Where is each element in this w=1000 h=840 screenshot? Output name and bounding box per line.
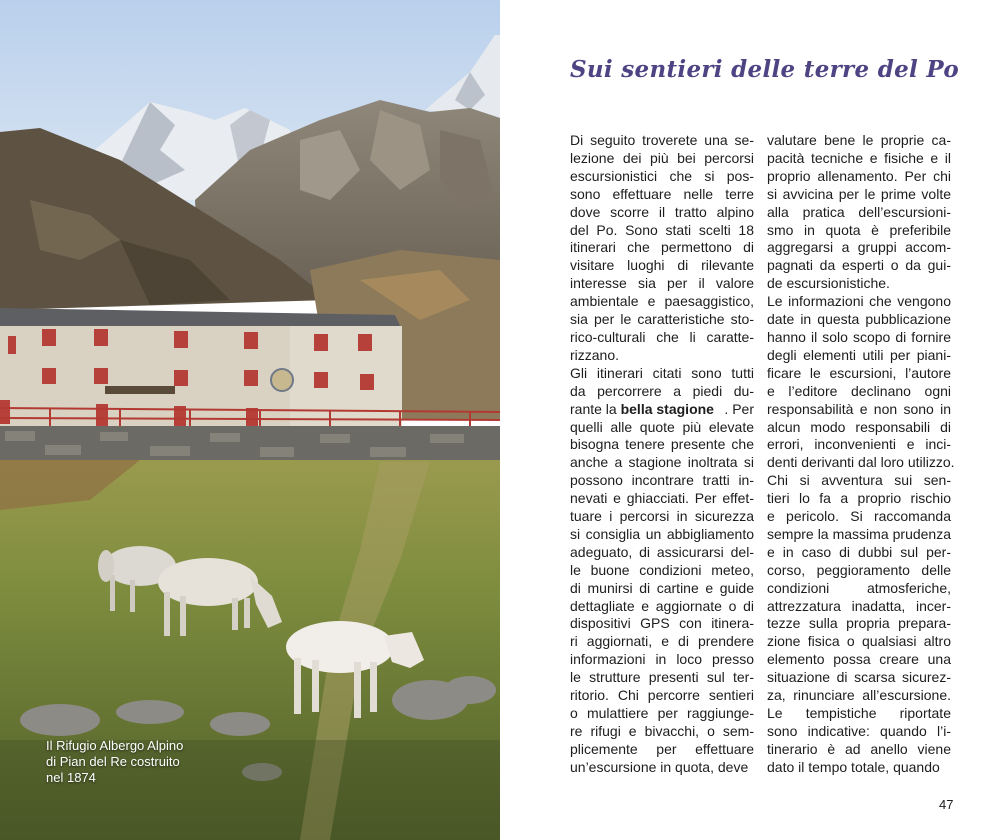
text-line: le strutture presenti sul ter- xyxy=(570,669,754,686)
page-title: Sui sentieri delle terre del Po xyxy=(570,56,959,83)
page-number: 47 xyxy=(939,797,954,812)
text-line-start: rante la xyxy=(570,400,621,417)
text-line: rico-culturali che li caratte- xyxy=(570,328,754,345)
text-line: ri aggiornati, e di prendere xyxy=(570,633,754,650)
text-line: sono effettuare nelle terre xyxy=(570,185,754,202)
text-line: zione fisica o qualsiasi altro xyxy=(767,633,951,650)
text-line: aggregarsi a gruppi accom- xyxy=(767,239,951,256)
text-line: Le tempistiche riportate xyxy=(767,705,951,721)
caption-line: nel 1874 xyxy=(46,770,96,785)
text-line: escursionistici che si pos- xyxy=(570,167,754,184)
bold-phrase: bella stagione xyxy=(620,400,714,417)
text-line: e in caso di dubbi sul per- xyxy=(767,543,951,560)
text-line: tinerario è ad anello viene xyxy=(767,740,951,757)
text-line: da percorrere a piedi du- xyxy=(570,382,754,399)
photo-caption xyxy=(46,738,216,786)
text-column-left xyxy=(570,132,754,777)
text-line: responsabilità e non sono in xyxy=(767,400,951,417)
text-line: quelli alle quote più elevate xyxy=(570,418,754,435)
text-line: visitare luoghi di rilevante xyxy=(570,257,754,274)
stone-wall xyxy=(0,426,500,462)
text-line: smo in quota è preferibile xyxy=(767,221,951,238)
text-line: tezze sulla propria prepara- xyxy=(767,615,951,632)
round-emblem xyxy=(271,369,293,391)
text-line: elemento possa creare una xyxy=(767,651,951,668)
text-line: le buone condizioni meteo, xyxy=(570,561,754,578)
text-line: anche a stagione inoltrata si xyxy=(570,454,754,471)
text-line: sia per le caratteristiche sto- xyxy=(570,311,754,328)
text-line: lezione dei più bei percorsi xyxy=(570,149,754,166)
caption-line: di Pian del Re costruito xyxy=(46,754,180,769)
text-line: interesse sia per il valore xyxy=(570,275,754,292)
text-line: hanno il solo scopo di fornire xyxy=(767,328,951,345)
text-line: ambientale e paesaggistico, xyxy=(570,293,754,310)
text-line: degli elementi utili per piani- xyxy=(767,346,951,363)
text-line: del Po. Sono stati scelti 18 xyxy=(570,221,754,238)
text-line: si avvicina per le prime volte xyxy=(767,185,951,202)
text-line: za, rinunciare all’escursione. xyxy=(767,687,951,704)
text-line: e pericolo. Si raccomanda xyxy=(767,508,951,525)
text-line: dettagliate e aggiornate o di xyxy=(570,597,754,614)
text-line: attrezzatura inadatta, incer- xyxy=(767,597,951,614)
text-line: Chi si avventura sui sen- xyxy=(767,472,951,489)
text-line: tuare i percorsi in sicurezza xyxy=(570,508,754,525)
text-line: plicemente per effettuare xyxy=(570,740,754,757)
text-line: adeguato, di assicurarsi del- xyxy=(570,543,754,560)
text-line: si consiglia un abbigliamento xyxy=(570,525,754,542)
text-line: condizioni atmosferiche, xyxy=(767,579,951,596)
text-line: alcun modo responsabili di xyxy=(767,418,951,435)
text-line: di munirsi di cartine e guide xyxy=(570,579,754,596)
restaurant-sign xyxy=(105,386,175,394)
text-line: informazioni in loco presso xyxy=(570,651,754,668)
text-line: e l’editore declinano ogni xyxy=(767,382,951,399)
text-line: un’escursione in quota, deve xyxy=(570,758,749,775)
text-line: dove scorre il tratto alpino xyxy=(570,203,754,220)
text-line: sono indicative: quando l’i- xyxy=(767,722,951,739)
text-line: situazione di scarsa sicurez- xyxy=(767,669,951,686)
text-line: de escursionistiche. xyxy=(767,275,890,292)
text-line: dato il tempo totale, quando xyxy=(767,758,940,775)
text-line: alla pratica dell’escursioni- xyxy=(767,203,951,220)
text-page xyxy=(500,0,1000,840)
text-line: date in questa pubblicazione xyxy=(767,311,951,328)
text-line: corso, peggioramento delle xyxy=(767,561,951,578)
text-line: pagnati da esperti o da gui- xyxy=(767,257,951,274)
text-line: bisogna tenere presente che xyxy=(570,436,754,453)
text-line: errori, inconvenienti e inci- xyxy=(767,436,951,453)
text-line xyxy=(570,401,754,419)
text-line: Le informazioni che vengono xyxy=(767,293,951,310)
text-line: possono incontrare tratti in- xyxy=(570,472,754,489)
text-line: proprio allenamento. Per chi xyxy=(767,167,951,184)
text-line: tieri lo fa a proprio rischio xyxy=(767,490,951,507)
text-line: Gli itinerari citati sono tutti xyxy=(570,364,754,381)
text-line: ficare le escursioni, l’autore xyxy=(767,364,951,381)
text-line: o mulattiere per raggiunge- xyxy=(570,705,754,721)
text-line: dispositivi GPS con itinera- xyxy=(570,615,754,632)
text-line: valutare bene le proprie ca- xyxy=(767,132,951,148)
text-line: re rifugi e bivacchi, o sem- xyxy=(570,722,754,739)
text-column-right xyxy=(767,132,955,777)
text-line: sempre la massima prudenza xyxy=(767,525,951,542)
text-line: Di seguito troverete una se- xyxy=(570,132,754,148)
text-line: nevati e ghiacciati. Per effet- xyxy=(570,490,754,507)
text-line: rizzano. xyxy=(570,346,620,363)
text-line-end: . Per xyxy=(724,400,754,417)
text-line: denti derivanti dal loro utilizzo. xyxy=(767,454,955,471)
caption-line: Il Rifugio Albergo Alpino xyxy=(46,738,184,753)
text-line: itinerari che permettono di xyxy=(570,239,754,256)
text-line: pacità tecniche e fisiche e il xyxy=(767,149,951,166)
text-line: ritorio. Chi percorre sentieri xyxy=(570,687,754,704)
